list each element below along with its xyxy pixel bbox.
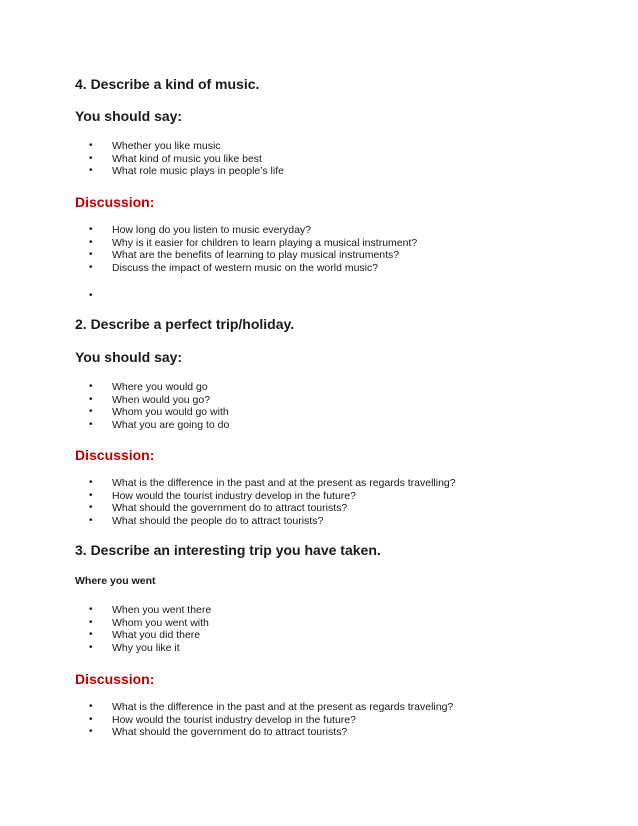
bullet-icon: • [89,515,93,527]
bullet-icon: • [89,140,93,151]
section-2-you-should-say: You should say: [75,349,183,365]
bullet-icon: • [89,629,93,641]
section-3-title: 3. Describe an interesting trip you have taken. [75,542,381,558]
bullet-icon: • [89,393,93,405]
document-page: 4. Describe a kind of music. You should say: • Whether you like music • What kind of music you like best • What role music plays in people’s life Discussion: • How long do you listen to music everyday? • Why is it easier for children to learn playing a musical instrument? • What are the benefits of learning to play musical instruments? • Discuss the impact of western music on the world music? • 2. Describe a perfect trip/holiday. You should say: • Where you would go • When would you go? • Whom you would go with • What you are going to do Discussion: • What is the difference in the past and at the present as regards travelling? • How would the tourist industry develop in the future? • What should the government do to attract tourists? • What should the people do to attract tourists? 3. Describe an interesting trip you have taken. Where you went • When you went there • Whom you went with • What you did there • Why you like it Discussion: • What is the difference in the past and at the present as regards traveling? • How would the tourist industry develop in the future? • What should the government do to attract tourists? [75,76,456,739]
bullet-icon: • [89,224,93,235]
section-3-subheading: Where you went [75,575,156,587]
bullet-icon: • [89,152,93,164]
bullet-icon: • [89,290,93,301]
bullet-icon: • [89,604,93,615]
bullet-icon: • [89,489,93,501]
section-2-discussion-label: Discussion: [75,447,155,463]
section-1-title: 4. Describe a kind of music. [75,76,260,92]
section-3-discussion-label: Discussion: [75,671,155,687]
bullet-icon: • [89,406,93,418]
section-1-discussion-label: Discussion: [75,194,155,210]
bullet-icon: • [89,726,93,738]
bullet-icon: • [89,477,93,488]
bullet-icon: • [89,249,93,261]
bullet-icon: • [89,236,93,248]
bullet-icon: • [89,502,93,514]
bullet-icon: • [89,701,93,712]
bullet-icon: • [89,713,93,725]
bullet-icon: • [89,381,93,392]
bullet-icon: • [89,165,93,177]
bullet-icon: • [89,642,93,654]
bullet-icon: • [89,419,93,431]
section-1-you-should-say: You should say: [75,108,183,124]
bullet-icon: • [89,616,93,628]
section-2-title: 2. Describe a perfect trip/holiday. [75,316,295,332]
bullet-icon: • [89,262,93,274]
